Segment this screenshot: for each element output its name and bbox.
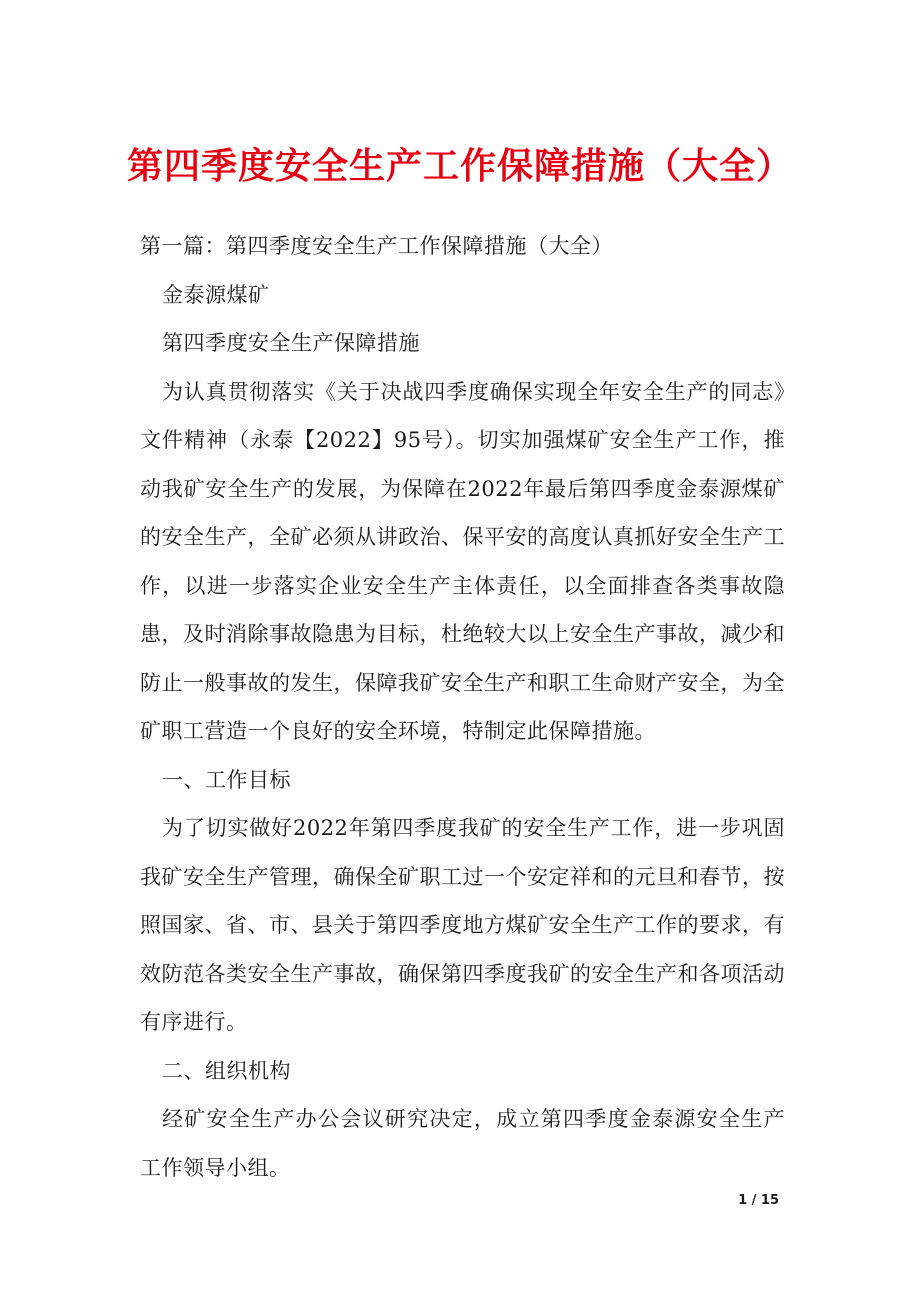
page-number: 1 / 15 — [738, 1193, 779, 1208]
intro-paragraph: 为认真贯彻落实《关于决战四季度确保实现全年安全生产的同志》文件精神（永泰【2022】95号）。切实加强煤矿安全生产工作，推动我矿安全生产的发展，为保障在2022年最后第四季度金泰源煤矿的安全生产，全矿必须从讲政治、保平安的高度认真抓好安全生产工作，以进一步落实企业安全生产主体责任，以全面排查各类事故隐患，及时消除事故隐患为目标，杜绝较大以上安全生产事故，减少和防止一般事故的发生，保障我矿安全生产和职工生命财产安全，为全矿职工营造一个良好的安全环境，特制定此保障措施。 — [140, 379, 785, 743]
organization-paragraph: 经矿安全生产办公会议研究决定，成立第四季度金泰源安全生产工作领导小组。 — [140, 1107, 785, 1180]
section-heading-goals: 一、工作目标 — [162, 767, 291, 792]
document-body — [140, 222, 785, 1192]
goals-paragraph: 为了切实做好2022年第四季度我矿的安全生产工作，进一步巩固我矿安全生产管理，确保全矿职工过一个安定祥和的元旦和春节，按照国家、省、市、县关于第四季度地方煤矿安全生产工作的要求，有效防范各类安全生产事故，确保第四季度我矿的安全生产和各项活动有序进行。 — [140, 816, 785, 1034]
company-name: 金泰源煤矿 — [162, 282, 270, 307]
section-heading-organization: 二、组织机构 — [162, 1058, 291, 1083]
document-title: 第四季度安全生产工作保障措施（大全） — [126, 145, 793, 187]
section-subtitle: 第四季度安全生产保障措施 — [162, 331, 420, 355]
chapter-heading: 第一篇：第四季度安全生产工作保障措施（大全） — [140, 234, 613, 258]
